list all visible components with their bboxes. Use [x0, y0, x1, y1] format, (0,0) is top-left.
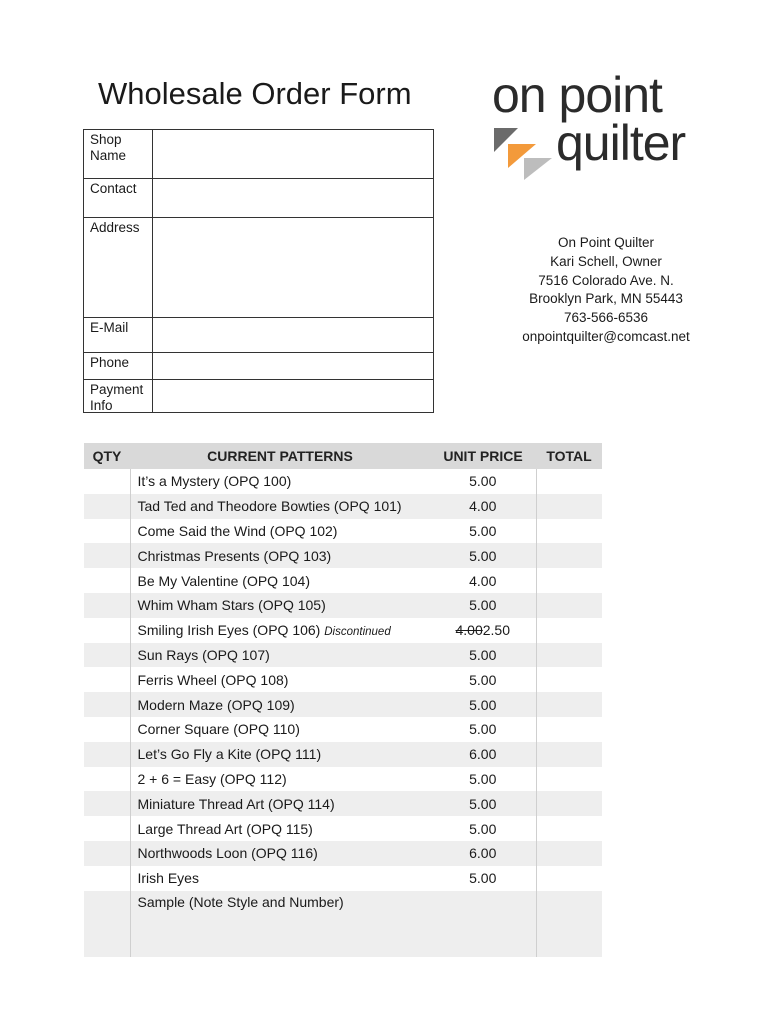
- email-row: [84, 317, 433, 352]
- address-field[interactable]: [153, 218, 433, 317]
- unit-price: 5.00: [469, 870, 497, 887]
- total-cell[interactable]: [536, 593, 602, 618]
- unit-price: 5.00: [430, 593, 536, 618]
- payment-info-field[interactable]: [153, 380, 433, 412]
- unit-price: 6.00: [430, 841, 536, 866]
- qty-cell[interactable]: [84, 519, 130, 544]
- pattern-name: Sample (Note Style and Number): [130, 891, 430, 957]
- company-phone: 763-566-6536: [563, 310, 649, 326]
- contact-field[interactable]: [153, 179, 433, 217]
- pattern-name: Corner Square (OPQ 110): [137, 721, 300, 738]
- total-cell[interactable]: [536, 543, 602, 568]
- table-row: [84, 816, 602, 841]
- pattern-cell: [130, 618, 430, 643]
- qty-cell[interactable]: [84, 494, 130, 519]
- qty-cell[interactable]: [84, 742, 130, 767]
- total-cell[interactable]: [536, 742, 602, 767]
- patterns-header-row: [84, 443, 602, 469]
- unit-price-header: UNIT PRICE: [430, 443, 536, 469]
- total-cell[interactable]: [536, 791, 602, 816]
- unit-price: 5.00: [469, 820, 497, 837]
- unit-price: 5.00: [469, 721, 497, 738]
- logo-light-triangle: [524, 158, 552, 180]
- logo-text-quilter: quilter: [556, 115, 686, 171]
- email-field[interactable]: [153, 318, 433, 352]
- unit-price: 5.00: [469, 770, 497, 787]
- payment-info-row: [84, 379, 433, 412]
- email-label: E-Mail: [84, 318, 153, 352]
- table-row: [84, 469, 602, 494]
- qty-cell[interactable]: [84, 593, 130, 618]
- patterns-header: CURRENT PATTERNS: [130, 443, 430, 469]
- payment-info-label-line1: Payment: [90, 382, 144, 397]
- qty-cell[interactable]: [84, 692, 130, 717]
- total-cell[interactable]: [536, 816, 602, 841]
- old-price: 4.00: [455, 622, 483, 639]
- unit-price: 5.00: [430, 643, 536, 668]
- table-row: [84, 667, 602, 692]
- on-point-quilter-logo: [492, 67, 707, 185]
- total-cell[interactable]: [536, 618, 602, 643]
- form-title: Wholesale Order Form: [98, 76, 412, 111]
- table-row: [84, 692, 602, 717]
- pattern-name: Smiling Irish Eyes (OPQ 106): [137, 622, 321, 639]
- pattern-name: Miniature Thread Art (OPQ 114): [130, 791, 430, 816]
- unit-price: 6.00: [430, 742, 536, 767]
- total-header: TOTAL: [536, 443, 602, 469]
- shop-name-label-line1: Shop: [90, 132, 122, 147]
- address-label: Address: [84, 218, 153, 317]
- pattern-name: 2 + 6 = Easy (OPQ 112): [137, 770, 287, 787]
- unit-price: 4.00: [430, 494, 536, 519]
- pattern-name: Modern Maze (OPQ 109): [130, 692, 430, 717]
- pattern-name: Sun Rays (OPQ 107): [130, 643, 430, 668]
- table-row: [84, 767, 602, 792]
- pattern-name: Be My Valentine (OPQ 104): [137, 572, 310, 589]
- unit-price: 5.00: [430, 543, 536, 568]
- unit-price: [430, 891, 536, 957]
- company-name: On Point Quilter: [557, 235, 655, 250]
- total-cell[interactable]: [536, 667, 602, 692]
- company-owner: Kari Schell, Owner: [550, 253, 662, 269]
- company-address: [500, 234, 712, 347]
- total-cell[interactable]: [536, 692, 602, 717]
- customer-info-table: [83, 129, 434, 413]
- table-row: [84, 841, 602, 866]
- unit-price: 5.00: [469, 473, 497, 490]
- address-row: [84, 217, 433, 317]
- contact-row: [84, 178, 433, 217]
- patterns-table: [84, 443, 602, 957]
- qty-cell[interactable]: [84, 469, 130, 494]
- payment-info-label: [84, 380, 153, 412]
- qty-cell[interactable]: [84, 767, 130, 792]
- total-cell[interactable]: [536, 643, 602, 668]
- total-cell[interactable]: [536, 469, 602, 494]
- table-row: [84, 891, 602, 957]
- contact-label: Contact: [84, 179, 153, 217]
- unit-price: 5.00: [430, 692, 536, 717]
- pattern-name: Ferris Wheel (OPQ 108): [137, 671, 289, 688]
- qty-cell[interactable]: [84, 816, 130, 841]
- pattern-name: Northwoods Loon (OPQ 116): [130, 841, 430, 866]
- table-row: [84, 742, 602, 767]
- discontinued-note: Discontinued: [324, 626, 391, 639]
- table-row: [84, 643, 602, 668]
- unit-price: 2.50: [482, 622, 510, 639]
- pattern-name: Let’s Go Fly a Kite (OPQ 111): [130, 742, 430, 767]
- qty-cell[interactable]: [84, 791, 130, 816]
- table-row: [84, 791, 602, 816]
- qty-cell[interactable]: [84, 891, 130, 957]
- total-cell[interactable]: [536, 568, 602, 593]
- qty-cell[interactable]: [84, 543, 130, 568]
- company-street: 7516 Colorado Ave. N.: [538, 272, 674, 288]
- logo-triangles-icon: [494, 122, 556, 180]
- pattern-name: Tad Ted and Theodore Bowties (OPQ 101): [130, 494, 430, 519]
- company-email: onpointquilter@comcast.net: [522, 328, 690, 344]
- phone-label: Phone: [84, 353, 153, 379]
- table-row: [84, 543, 602, 568]
- total-cell[interactable]: [536, 519, 602, 544]
- shop-name-row: [84, 130, 433, 178]
- table-row: [84, 717, 602, 742]
- total-cell[interactable]: [536, 767, 602, 792]
- phone-row: [84, 352, 433, 379]
- table-row: [84, 568, 602, 593]
- qty-cell[interactable]: [84, 717, 130, 742]
- shop-name-label: [84, 130, 153, 178]
- unit-price-cell: [430, 618, 536, 643]
- company-city: Brooklyn Park, MN 55443: [529, 291, 683, 307]
- pattern-name: Large Thread Art (OPQ 115): [137, 820, 313, 837]
- pattern-name: Come Said the Wind (OPQ 102): [137, 522, 338, 539]
- table-row: [84, 519, 602, 544]
- table-row: [84, 593, 602, 618]
- unit-price: 5.00: [469, 671, 497, 688]
- total-cell[interactable]: [536, 866, 602, 891]
- total-cell[interactable]: [536, 841, 602, 866]
- qty-header: QTY: [84, 443, 130, 469]
- qty-cell[interactable]: [84, 841, 130, 866]
- shop-name-field[interactable]: [153, 130, 433, 178]
- pattern-name: Whim Wham Stars (OPQ 105): [130, 593, 430, 618]
- qty-cell[interactable]: [84, 568, 130, 593]
- total-cell[interactable]: [536, 891, 602, 957]
- qty-cell[interactable]: [84, 866, 130, 891]
- logo-text-on-point: on point: [492, 67, 662, 123]
- pattern-name: Christmas Presents (OPQ 103): [130, 543, 430, 568]
- qty-cell[interactable]: [84, 618, 130, 643]
- shop-name-label-line2: Name: [90, 148, 127, 163]
- payment-info-label-line2: Info: [90, 398, 113, 413]
- phone-field[interactable]: [153, 353, 433, 379]
- unit-price: 5.00: [430, 791, 536, 816]
- table-row: [84, 618, 602, 643]
- qty-cell[interactable]: [84, 643, 130, 668]
- unit-price: 4.00: [469, 572, 497, 589]
- unit-price: 5.00: [469, 522, 497, 539]
- qty-cell[interactable]: [84, 667, 130, 692]
- table-row: [84, 866, 602, 891]
- pattern-name: It’s a Mystery (OPQ 100): [137, 473, 292, 490]
- pattern-name: Irish Eyes: [137, 870, 199, 887]
- total-cell[interactable]: [536, 717, 602, 742]
- table-row: [84, 494, 602, 519]
- total-cell[interactable]: [536, 494, 602, 519]
